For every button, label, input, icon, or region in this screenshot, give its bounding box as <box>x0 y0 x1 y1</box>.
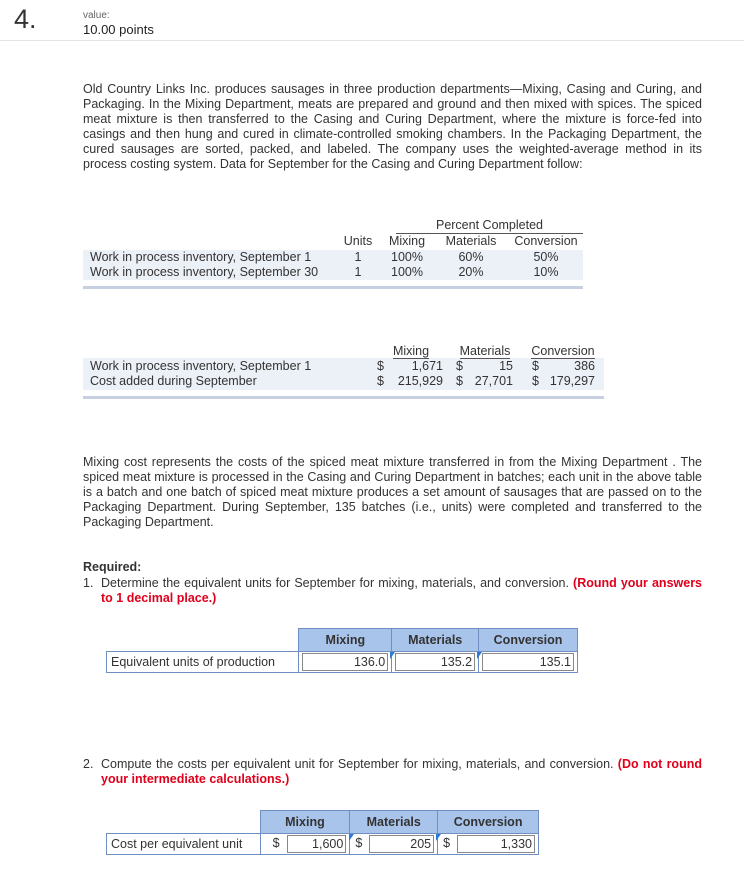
cost-row-label: Cost added during September <box>90 374 257 388</box>
mixing-answer-input[interactable]: 136.0 <box>302 653 388 671</box>
conversion-header: Conversion <box>479 629 578 652</box>
conversion-answer-cell <box>438 834 539 855</box>
row-label: Cost per equivalent unit <box>107 834 261 855</box>
materials-header: Materials <box>445 234 497 248</box>
units-cell: 1 <box>354 265 362 279</box>
conversion-header: Conversion <box>438 811 539 834</box>
table-bottom-rule <box>83 286 583 289</box>
intro-paragraph: Old Country Links Inc. produces sausages in three production departments—Mixing, Casing and Curing, and Packaging. In the Mixing Department, meats are prepared and ground and then mixed with spices. The spiced meat mixture is then transferred to the Casing and Curing Department, where the mixture is force-fed into casings and then hung and cured in climate-controlled smoking chambers. In the Packaging Department, the cured sausages are sorted, packed, and labeled. The company uses the weighted-average method in its process costing system. Data for September for the Casing and Curing Department follow: <box>83 82 702 171</box>
currency-symbol: $ <box>456 359 463 373</box>
currency-symbol: $ <box>272 836 280 850</box>
materials-header: Materials <box>350 811 438 834</box>
currency-symbol: $ <box>456 374 463 388</box>
required-heading: Required: <box>83 560 142 574</box>
currency-symbol: $ <box>377 374 384 388</box>
header-divider <box>0 40 744 41</box>
mixing-pct-cell: 100% <box>391 250 423 264</box>
currency-symbol: $ <box>377 359 384 373</box>
conversion-answer-cell <box>479 652 578 673</box>
requirement-number: 1. <box>83 576 94 590</box>
conversion-pct-cell: 50% <box>533 250 559 264</box>
units-table <box>83 218 583 290</box>
percent-completed-header: Percent Completed <box>396 218 583 234</box>
blank-header <box>107 811 261 834</box>
mixing-header <box>377 344 445 359</box>
cost-per-unit-table <box>106 810 539 855</box>
points-value: 10.00 points <box>83 22 154 37</box>
currency-symbol: $ <box>532 374 539 388</box>
value-label: value: <box>83 10 110 21</box>
mixing-answer-cell <box>260 834 350 855</box>
cost-row-label: Work in process inventory, September 1 <box>90 359 312 373</box>
units-row-label: Work in process inventory, September 1 <box>90 250 312 264</box>
mixing-header: Mixing <box>299 629 392 652</box>
conversion-header <box>528 344 598 359</box>
materials-answer-cell <box>392 652 479 673</box>
units-header: Units <box>343 234 373 248</box>
blank-header <box>107 629 299 652</box>
conversion-answer-input[interactable]: 1,330 <box>457 835 535 853</box>
units-cell: 1 <box>354 250 362 264</box>
mixing-answer-cell <box>299 652 392 673</box>
requirement-2 <box>83 757 702 787</box>
row-label: Equivalent units of production <box>107 652 299 673</box>
conversion-pct-cell: 10% <box>533 265 559 279</box>
materials-header-text: Materials <box>459 344 511 358</box>
mixing-header-text: Mixing <box>392 344 430 358</box>
materials-answer-input[interactable]: 205 <box>369 835 434 853</box>
question-number: 4. <box>14 4 37 34</box>
currency-symbol: $ <box>443 836 451 850</box>
units-row-label: Work in process inventory, September 30 <box>90 265 319 279</box>
requirement-body: Compute the costs per equivalent unit for September for mixing, materials, and conversion. <box>101 757 614 771</box>
cost-table <box>83 342 604 402</box>
currency-symbol: $ <box>532 359 539 373</box>
materials-cost-cell: 27,701 <box>474 374 513 388</box>
materials-pct-cell: 60% <box>458 250 484 264</box>
materials-header: Materials <box>392 629 479 652</box>
requirement-instruction: (Do not round your intermediate calculations.) <box>101 757 702 786</box>
currency-symbol: $ <box>355 836 363 850</box>
conversion-header: Conversion <box>514 234 578 248</box>
requirement-body: Determine the equivalent units for September for mixing, materials, and conversion. <box>101 576 569 590</box>
requirement-text <box>101 576 702 606</box>
mixing-header: Mixing <box>260 811 350 834</box>
requirement-instruction: (Round your answers to 1 decimal place.) <box>101 576 703 605</box>
materials-header <box>454 344 516 359</box>
conversion-header-text: Conversion <box>531 344 595 358</box>
requirement-number: 2. <box>83 757 94 771</box>
materials-answer-cell <box>350 834 438 855</box>
requirement-1 <box>83 576 702 606</box>
mixing-answer-input[interactable]: 1,600 <box>287 835 347 853</box>
materials-answer-input[interactable]: 135.2 <box>395 653 475 671</box>
equivalent-units-table <box>106 628 578 673</box>
mixing-cost-cell: 215,929 <box>397 374 443 388</box>
table-bottom-rule <box>83 396 604 399</box>
mixing-pct-cell: 100% <box>391 265 423 279</box>
conversion-cost-cell: 179,297 <box>549 374 595 388</box>
mixing-paragraph: Mixing cost represents the costs of the spiced meat mixture transferred in from the Mixing Department . The spiced meat mixture is processed in the Casing and Curing Department in batches; each unit in the above table is a batch and one batch of spiced meat mixture produces a set amount of sausages that are passed on to the Packaging Department. During September, 135 batches (i.e., units) were completed and transferred to the Packaging Department. <box>83 455 702 529</box>
conversion-cost-cell: 386 <box>574 359 595 373</box>
conversion-answer-input[interactable]: 135.1 <box>482 653 574 671</box>
mixing-header: Mixing <box>388 234 426 248</box>
materials-cost-cell: 15 <box>499 359 513 373</box>
materials-pct-cell: 20% <box>458 265 484 279</box>
requirement-text <box>101 757 702 787</box>
mixing-cost-cell: 1,671 <box>411 359 443 373</box>
